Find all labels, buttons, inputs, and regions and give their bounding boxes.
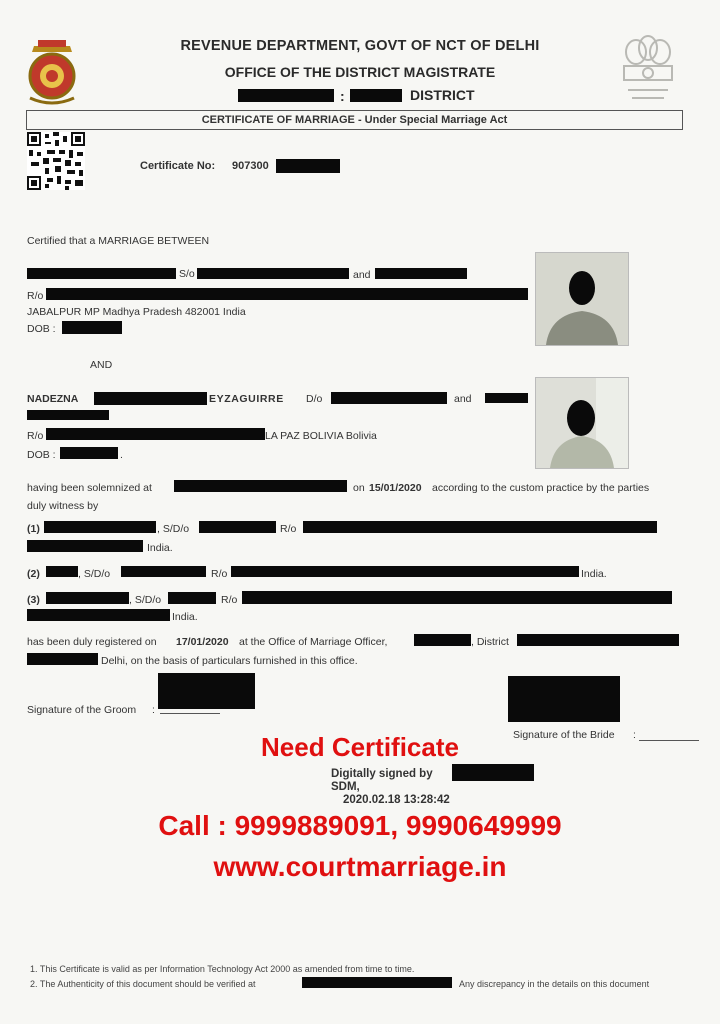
redacted-witness-3-name	[46, 592, 129, 604]
witness-3-tail: India.	[172, 611, 198, 623]
redacted-groom-dob	[62, 321, 122, 334]
national-emblem	[616, 32, 680, 106]
witness-1-sdo: , S/D/o	[157, 523, 190, 535]
groom-signature-line	[160, 713, 220, 714]
redacted-witness-1-parent	[199, 521, 276, 533]
witness-3-sdo: , S/D/o	[129, 594, 162, 606]
bride-do: D/o	[306, 393, 323, 405]
groom-so: S/o	[179, 268, 195, 280]
footnote-2-post: Any discrepancy in the details on this document	[459, 979, 650, 989]
redacted-witness-2-parent	[121, 566, 206, 577]
redacted-certificate-number	[276, 159, 340, 173]
redacted-registered-district	[517, 634, 679, 646]
redacted-witness-1-address	[303, 521, 657, 533]
groom-and: and	[353, 269, 371, 281]
redacted-witness-3-address-cont	[27, 609, 170, 621]
groom-ro: R/o	[27, 290, 44, 302]
header-office: OFFICE OF THE DISTRICT MAGISTRATE	[224, 64, 496, 80]
bride-signature-colon: :	[633, 729, 636, 741]
registered-district: , District	[471, 636, 509, 648]
groom-address: JABALPUR MP Madhya Pradesh 482001 India	[27, 306, 246, 318]
groom-signature-label: Signature of the Groom	[27, 704, 137, 716]
registered-date: 17/01/2020	[176, 636, 229, 648]
solemnized-line2: duly witness by	[27, 500, 99, 512]
witness-1-ro: R/o	[280, 523, 297, 535]
redacted-witness-1-address-cont	[27, 540, 143, 552]
footnote-1: 1. This Certificate is valid as per Information Technology Act 2000 as amended from time to time.	[30, 964, 415, 974]
bride-last-name: EYZAGUIRRE	[209, 393, 284, 405]
digital-timestamp: 2020.02.18 13:28:42	[343, 794, 450, 806]
groom-dob-label: DOB :	[27, 323, 56, 335]
redacted-bride-mother	[485, 393, 528, 403]
redacted-witness-2-address	[231, 566, 579, 577]
promo-phone-numbers: Call : 9999889091, 9990649999	[158, 810, 562, 841]
redacted-witness-3-address	[242, 591, 672, 604]
redacted-witness-2-name	[46, 566, 78, 577]
redacted-groom-mother	[375, 268, 467, 279]
promo-need-certificate: Need Certificate	[261, 732, 459, 762]
header-district-label: DISTRICT	[410, 87, 475, 103]
groom-photo	[535, 252, 629, 346]
footnote-2-pre: 2. The Authenticity of this document should be verified at	[30, 979, 256, 989]
witness-2-ro: R/o	[211, 568, 228, 580]
bride-ro: R/o	[27, 430, 44, 442]
digital-role: SDM,	[331, 781, 360, 793]
header-separator: :	[340, 88, 345, 104]
witness-1-num: (1)	[27, 523, 40, 535]
redacted-witness-1-name	[44, 521, 156, 533]
redacted-office-name	[414, 634, 471, 646]
redacted-bride-address	[46, 428, 265, 440]
certificate-title: CERTIFICATE OF MARRIAGE - Under Special Marriage Act	[26, 110, 683, 130]
digital-signed-by: Digitally signed by	[331, 768, 433, 780]
witness-2-num: (2)	[27, 568, 40, 580]
redacted-bride-mother-cont	[27, 410, 109, 420]
promo-website: www.courtmarriage.in	[213, 851, 507, 882]
qr-code	[27, 132, 85, 190]
redacted-bride-dob	[60, 447, 118, 459]
witness-3-ro: R/o	[221, 594, 238, 606]
registered-mid: at the Office of Marriage Officer,	[239, 636, 388, 648]
solemnized-pre: having been solemnized at	[27, 482, 152, 494]
redacted-registered-district-cont	[27, 653, 98, 665]
redacted-solemnized-place	[174, 480, 347, 492]
witness-2-sdo: , S/D/o	[78, 568, 111, 580]
redacted-bride-middle-name	[94, 392, 207, 405]
witness-1-tail: India.	[147, 542, 173, 554]
bride-dob-end: .	[120, 449, 123, 461]
redacted-bride-signature	[508, 676, 620, 722]
solemnized-date: 15/01/2020	[369, 482, 422, 494]
bride-address: LA PAZ BOLIVIA Bolivia	[265, 430, 377, 442]
registered-pre: has been duly registered on	[27, 636, 157, 648]
redacted-verification-url	[302, 977, 452, 988]
witness-2-tail: India.	[581, 568, 607, 580]
and-word: AND	[90, 359, 113, 371]
redacted-district-name	[238, 89, 334, 102]
redacted-groom-signature	[158, 673, 255, 709]
certified-intro: Certified that a MARRIAGE BETWEEN	[27, 235, 210, 247]
bride-photo	[535, 377, 629, 469]
solemnized-post: according to the custom practice by the parties	[432, 482, 650, 494]
witness-3-num: (3)	[27, 594, 40, 606]
redacted-groom-name	[27, 268, 176, 279]
redacted-witness-3-parent	[168, 592, 216, 604]
redacted-district-code	[350, 89, 402, 102]
certificate-no-prefix: 907300	[232, 160, 269, 172]
redacted-groom-address	[46, 288, 528, 300]
groom-signature-colon: :	[152, 704, 155, 716]
redacted-groom-father	[197, 268, 349, 279]
redacted-bride-father	[331, 392, 447, 404]
header-department: REVENUE DEPARTMENT, GOVT OF NCT OF DELHI	[180, 38, 540, 54]
certificate-no-label: Certificate No:	[140, 160, 216, 172]
bride-and: and	[454, 393, 472, 405]
bride-signature-label: Signature of the Bride	[513, 729, 615, 741]
redacted-signer-name	[452, 764, 534, 781]
bride-first-name: NADEZNA	[27, 393, 79, 405]
registered-line2: Delhi, on the basis of particulars furnished in this office.	[101, 655, 358, 667]
bride-dob-label: DOB :	[27, 449, 56, 461]
solemnized-on: on	[353, 482, 365, 494]
